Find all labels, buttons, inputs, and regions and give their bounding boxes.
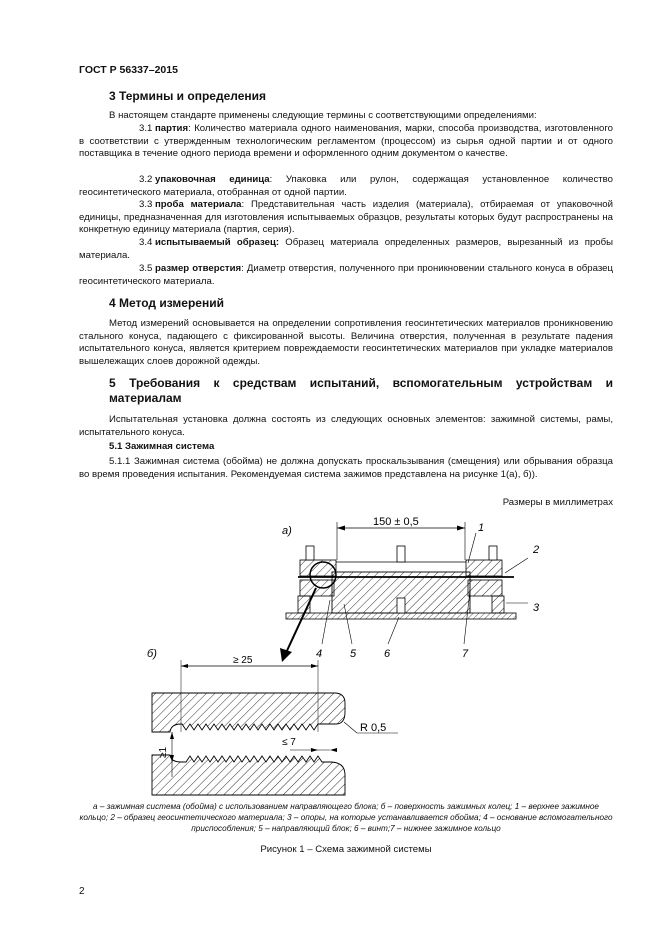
section-4-text: Метод измерений основывается на определении сопротивления геосинтетических материалов проникновению стального конуса, падающего с фиксированной высоты. Величина отверстия, полученная в результате падения испытательного конуса, является критерием повреждаемости геосинтетических материалов при укладке материалов вышележащих слоев дорожной одежды. (79, 318, 613, 367)
term-name: испытываемый образец: (155, 237, 280, 248)
term-3-2 (79, 174, 613, 199)
detail-arrowhead (280, 648, 292, 662)
term-name: партия (155, 123, 189, 134)
leader-line (505, 558, 528, 573)
arrowhead (311, 748, 318, 752)
arrowhead (311, 664, 318, 668)
figure-title: Рисунок 1 – Схема зажимной системы (260, 844, 432, 855)
term-3-3 (79, 199, 613, 237)
term-3-1 (79, 123, 613, 161)
leader-line (468, 533, 476, 563)
figure-units-note: Размеры в миллиметрах (502, 497, 613, 508)
term-definition: : Диаметр отверстия, полученного при проникновении стального конуса в образец геосинтетического материала. (79, 263, 613, 287)
subsection-5-1-text: 5.1.1 Зажимная система (обойма) не должна допускать проскальзывания (смещения) или обрывания образца во время проведения испытания. Рекомендуемая система зажимов представлена на рисунке 1(а), б)). (79, 456, 613, 480)
subsection-5-1-title: 5.1 Зажимная система (109, 441, 215, 452)
bolt-right (489, 546, 497, 560)
term-definition: : Представительная часть изделия (материала), отбираемая от упаковочной единицы, предназначенная для изготовления испытываемых образцов, результаты которых будут распространены на конкретную единицу материала (партия, серия). (79, 199, 613, 236)
term-number: 3.5 (139, 263, 153, 274)
page-number: 2 (79, 886, 85, 897)
figure-caption: а – зажимная система (обойма) с использованием направляющего блока; б – поверхность зажимных колец; 1 – верхнее зажимное кольцо; 2 – образец геосинтетического материала; 3 – опоры, на которые устанавливается обойма; 4 – основание вспомогательного приспособления; 5 – направляющий блок; 6 – винт;7 – нижнее зажимное кольцо (79, 802, 613, 833)
section-3-title: 3 Термины и определения (109, 89, 267, 103)
arrowhead (330, 748, 337, 752)
term-number: 3.4 (139, 237, 153, 248)
term-name: размер отверстия (155, 263, 242, 274)
upper-ring-right (466, 560, 502, 576)
leader-line (322, 600, 330, 644)
section-4-title: 4 Метод измерений (109, 296, 224, 310)
callout-2: 2 (533, 544, 540, 556)
radius-label: R 0,5 (360, 722, 387, 734)
term-name: упаковочная единица (155, 174, 270, 185)
lower-ring-surface (152, 755, 345, 795)
term-definition: : Количество материала одного наименования, марки, способа производства, изготовленного в соответствии с утвержденным технологическим регламентом (процессом) из сырья одной партии и от одного поставщика в течение одного периода времени и оформленного одним документом о качестве. (79, 123, 613, 160)
bolt-left (306, 546, 314, 560)
dimension-1-label: ≥1 (158, 746, 169, 758)
callout-3: 3 (533, 602, 540, 614)
bolt-center (397, 546, 405, 562)
dimension-150-label: 150 ± 0,5 (373, 516, 419, 528)
term-3-4 (79, 237, 613, 262)
section-5-title: 5 Требования к средствам испытаний, вспомогательным устройствам и материалам (109, 376, 613, 405)
section-3-intro: В настоящем стандарте применены следующие термины с соответствующими определениями: (109, 110, 537, 121)
callout-7: 7 (462, 648, 469, 660)
callout-4: 4 (316, 648, 323, 660)
base-plate (286, 613, 516, 619)
figure-label-a: а) (282, 525, 292, 537)
term-3-5 (79, 263, 613, 288)
arrowhead (181, 664, 188, 668)
term-definition: Образец материала определенных размеров, вырезанный из пробы материала. (79, 237, 614, 261)
term-number: 3.1 (139, 123, 153, 134)
arrowhead (337, 526, 345, 531)
leader-line (344, 722, 357, 733)
callout-5: 5 (350, 648, 357, 660)
section-5-text: Испытательная установка должна состоять из следующих основных элементов: зажимной системы, рамы, испытательного конуса. (79, 414, 613, 438)
term-number: 3.3 (139, 199, 153, 210)
arrowhead (457, 526, 465, 531)
leader-line (388, 617, 399, 644)
support-right (492, 596, 504, 613)
term-number: 3.2 (139, 174, 153, 185)
term-definition: : Упаковка или рулон, содержащая установленное количество геосинтетического материала, отобранная от одной партии. (79, 174, 613, 198)
lower-ring-left (300, 580, 334, 596)
screw (397, 598, 405, 613)
dimension-25-label: ≥ 25 (233, 655, 253, 666)
term-name: проба материала (155, 199, 242, 210)
document-header: ГОСТ Р 56337–2015 (79, 64, 178, 76)
figure-label-b: б) (147, 648, 157, 660)
lower-ring-right (468, 580, 502, 596)
clamping-system-figure (0, 510, 661, 800)
callout-1: 1 (478, 522, 485, 534)
arrowhead (170, 732, 174, 739)
dimension-7-label: ≤ 7 (282, 737, 296, 748)
callout-6: 6 (384, 648, 391, 660)
